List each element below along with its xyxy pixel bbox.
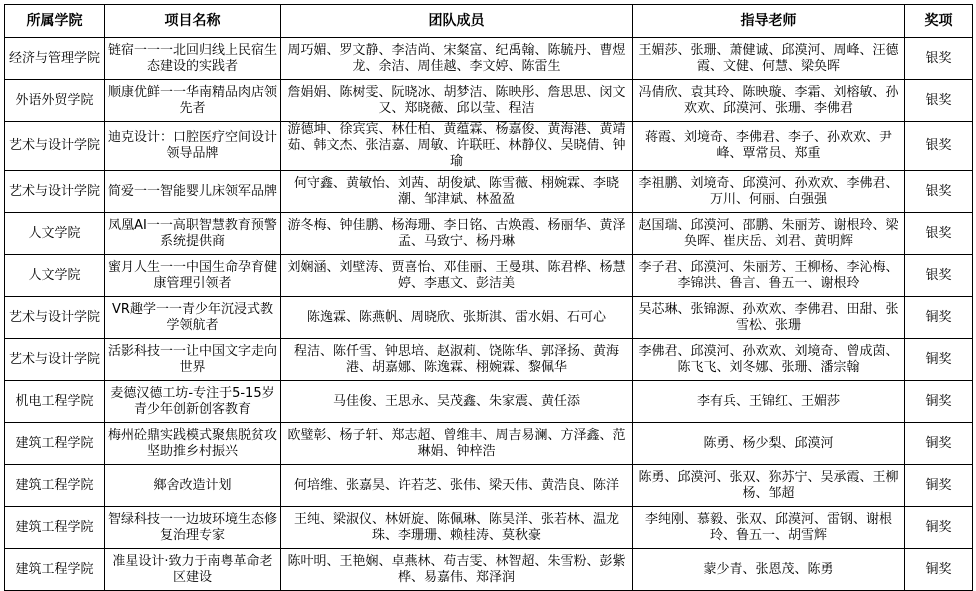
college-cell: 建筑工程学院 — [5, 549, 105, 591]
college-cell: 建筑工程学院 — [5, 507, 105, 549]
project-cell: 活影科技一一让中国文字走向世界 — [105, 339, 281, 381]
project-cell: 链宿一一一北回归线上民宿生态建设的实践者 — [105, 38, 281, 80]
advisors-cell: 赵国瑞、邱漠河、邵鹏、朱丽芳、谢根玲、梁奂晖、崔庆岳、刘君、黄明辉 — [633, 213, 905, 255]
advisors-cell: 李有兵、王锦红、王媚莎 — [633, 381, 905, 423]
award-cell: 铜奖 — [905, 507, 973, 549]
project-cell: 凤凰AI一一高职智慧教育预警系统提供商 — [105, 213, 281, 255]
project-cell: 简爱一一智能婴儿床领军品牌 — [105, 171, 281, 213]
project-cell: 蜜月人生一一中国生命孕育健康管理引领者 — [105, 255, 281, 297]
college-cell: 艺术与设计学院 — [5, 122, 105, 171]
table-row — [5, 297, 973, 339]
header-award: 奖项 — [905, 5, 973, 38]
advisors-cell: 李祖鹏、刘境奇、邱漠河、孙欢欢、李佛君、万川、何丽、白强强 — [633, 171, 905, 213]
table-row — [5, 255, 973, 297]
college-cell: 机电工程学院 — [5, 381, 105, 423]
award-cell: 银奖 — [905, 255, 973, 297]
table-row — [5, 423, 973, 465]
advisors-cell: 冯倩欣、袁其玲、陈映璇、李霜、刘榕敏、孙欢欢、邱漠河、张珊、李佛君 — [633, 80, 905, 122]
table-row — [5, 381, 973, 423]
project-cell: 顺康优鲜一一华南精品肉店领先者 — [105, 80, 281, 122]
college-cell: 经济与管理学院 — [5, 38, 105, 80]
award-cell: 铜奖 — [905, 297, 973, 339]
award-cell: 银奖 — [905, 171, 973, 213]
header-advisors: 指导老师 — [633, 5, 905, 38]
project-cell: 迪克设计：口腔医疗空间设计领导品牌 — [105, 122, 281, 171]
members-cell: 刘娴涵、刘壁涛、贾喜怡、邓佳丽、王曼琪、陈君桦、杨慧婷、李惠文、彭洁美 — [281, 255, 633, 297]
table-row — [5, 507, 973, 549]
members-cell: 陈逸霖、陈燕帆、周晓欣、张斯淇、雷水娟、石可心 — [281, 297, 633, 339]
members-cell: 游德坤、徐宾宾、林仕柏、黄蕴霖、杨嘉俊、黄海港、黄靖茹、韩文杰、张洁嘉、周敏、许联旺、林静仪、吴晓倩、钟瑜 — [281, 122, 633, 171]
advisors-cell: 陈勇、杨少梨、邱漠河 — [633, 423, 905, 465]
table-row — [5, 122, 973, 171]
college-cell: 外语外贸学院 — [5, 80, 105, 122]
header-row — [5, 5, 973, 38]
advisors-cell: 蒋霞、刘境奇、李佛君、李子、孙欢欢、尹峰、覃常员、郑重 — [633, 122, 905, 171]
table-row — [5, 80, 973, 122]
college-cell: 建筑工程学院 — [5, 465, 105, 507]
table-row — [5, 465, 973, 507]
members-cell: 欧璧彰、杨子轩、郑志超、曾维丰、周吉易澜、方泽鑫、范琳娟、钟梓浩 — [281, 423, 633, 465]
advisors-cell: 王媚莎、张珊、萧健诚、邱漠河、周峰、汪德霞、文健、何慧、梁奂晖 — [633, 38, 905, 80]
members-cell: 王纯、梁淑仪、林妍旋、陈佩琳、陈昊洋、张若林、温龙珠、李珊珊、赖桂涛、莫秋豪 — [281, 507, 633, 549]
project-cell: 梅州砼鼎实践模式聚焦脱贫攻坚助推乡村振兴 — [105, 423, 281, 465]
header-project: 项目名称 — [105, 5, 281, 38]
members-cell: 马佳俊、王思永、吴茂鑫、朱家震、黄任添 — [281, 381, 633, 423]
award-cell: 铜奖 — [905, 381, 973, 423]
project-cell: 准星设计·致力于南粤革命老区建设 — [105, 549, 281, 591]
advisors-cell: 李纯刚、慕毅、张双、邱漠河、雷钢、谢根玲、鲁五一、胡雪辉 — [633, 507, 905, 549]
table-body — [5, 38, 973, 591]
advisors-cell: 蒙少青、张恩茂、陈勇 — [633, 549, 905, 591]
project-cell: VR趣学一一青少年沉浸式教学领航者 — [105, 297, 281, 339]
table-row — [5, 171, 973, 213]
college-cell: 艺术与设计学院 — [5, 297, 105, 339]
members-cell: 何守鑫、黄敏怡、刘茜、胡俊斌、陈雪薇、栩婉霖、李晓潮、邹津斌、林盈盈 — [281, 171, 633, 213]
table-row — [5, 38, 973, 80]
advisors-cell: 李子君、邱漠河、朱丽芳、王柳杨、李沁梅、李锦洪、鲁言、鲁五一、谢根玲 — [633, 255, 905, 297]
awards-table — [4, 4, 973, 591]
table-row — [5, 213, 973, 255]
project-cell: 麦德汉德工坊-专注于5-15岁青少年创新创客教育 — [105, 381, 281, 423]
award-cell: 银奖 — [905, 213, 973, 255]
award-cell: 铜奖 — [905, 423, 973, 465]
award-cell: 铜奖 — [905, 339, 973, 381]
college-cell: 艺术与设计学院 — [5, 339, 105, 381]
project-cell: 鄉舍改造计划 — [105, 465, 281, 507]
project-cell: 智绿科技一一边坡环境生态修复治理专家 — [105, 507, 281, 549]
advisors-cell: 吴芯琳、张锦源、孙欢欢、李佛君、田甜、张雪松、张珊 — [633, 297, 905, 339]
award-cell: 铜奖 — [905, 465, 973, 507]
members-cell: 周巧媚、罗文静、李洁尚、宋粲富、纪禹翰、陈毓丹、曹煜龙、余洁、周佳越、李文婷、陈雷生 — [281, 38, 633, 80]
members-cell: 詹娟娟、陈树雯、阮晓冰、胡梦洁、陈映彤、詹思思、闵文又、郑晓薇、邱以莹、程洁 — [281, 80, 633, 122]
award-cell: 银奖 — [905, 80, 973, 122]
members-cell: 陈叶明、王艳娴、卓燕林、苟吉雯、林智超、朱雪粉、彭紫桦、易嘉伟、郑泽润 — [281, 549, 633, 591]
award-cell: 银奖 — [905, 38, 973, 80]
college-cell: 艺术与设计学院 — [5, 171, 105, 213]
header-college: 所属学院 — [5, 5, 105, 38]
college-cell: 建筑工程学院 — [5, 423, 105, 465]
members-cell: 游冬梅、钟佳鹏、杨海珊、李日铭、古焕霞、杨丽华、黄泽孟、马致宁、杨丹琳 — [281, 213, 633, 255]
table-row — [5, 339, 973, 381]
advisors-cell: 陈勇、邱漠河、张双、狝苏宁、吴承霞、王柳杨、邹超 — [633, 465, 905, 507]
members-cell: 程洁、陈仟雪、钟思培、赵淑莉、饶陈华、郭泽扬、黄海港、胡嘉娜、陈逸霖、栩婉霖、黎佩华 — [281, 339, 633, 381]
advisors-cell: 李佛君、邱漠河、孙欢欢、刘境奇、曾成茵、陈飞飞、刘冬娜、张珊、潘宗翰 — [633, 339, 905, 381]
award-cell: 银奖 — [905, 122, 973, 171]
members-cell: 何培维、张嘉昊、许若芝、张伟、梁天伟、黄浩良、陈洋 — [281, 465, 633, 507]
header-members: 团队成员 — [281, 5, 633, 38]
award-cell: 铜奖 — [905, 549, 973, 591]
table-row — [5, 549, 973, 591]
college-cell: 人文学院 — [5, 255, 105, 297]
college-cell: 人文学院 — [5, 213, 105, 255]
